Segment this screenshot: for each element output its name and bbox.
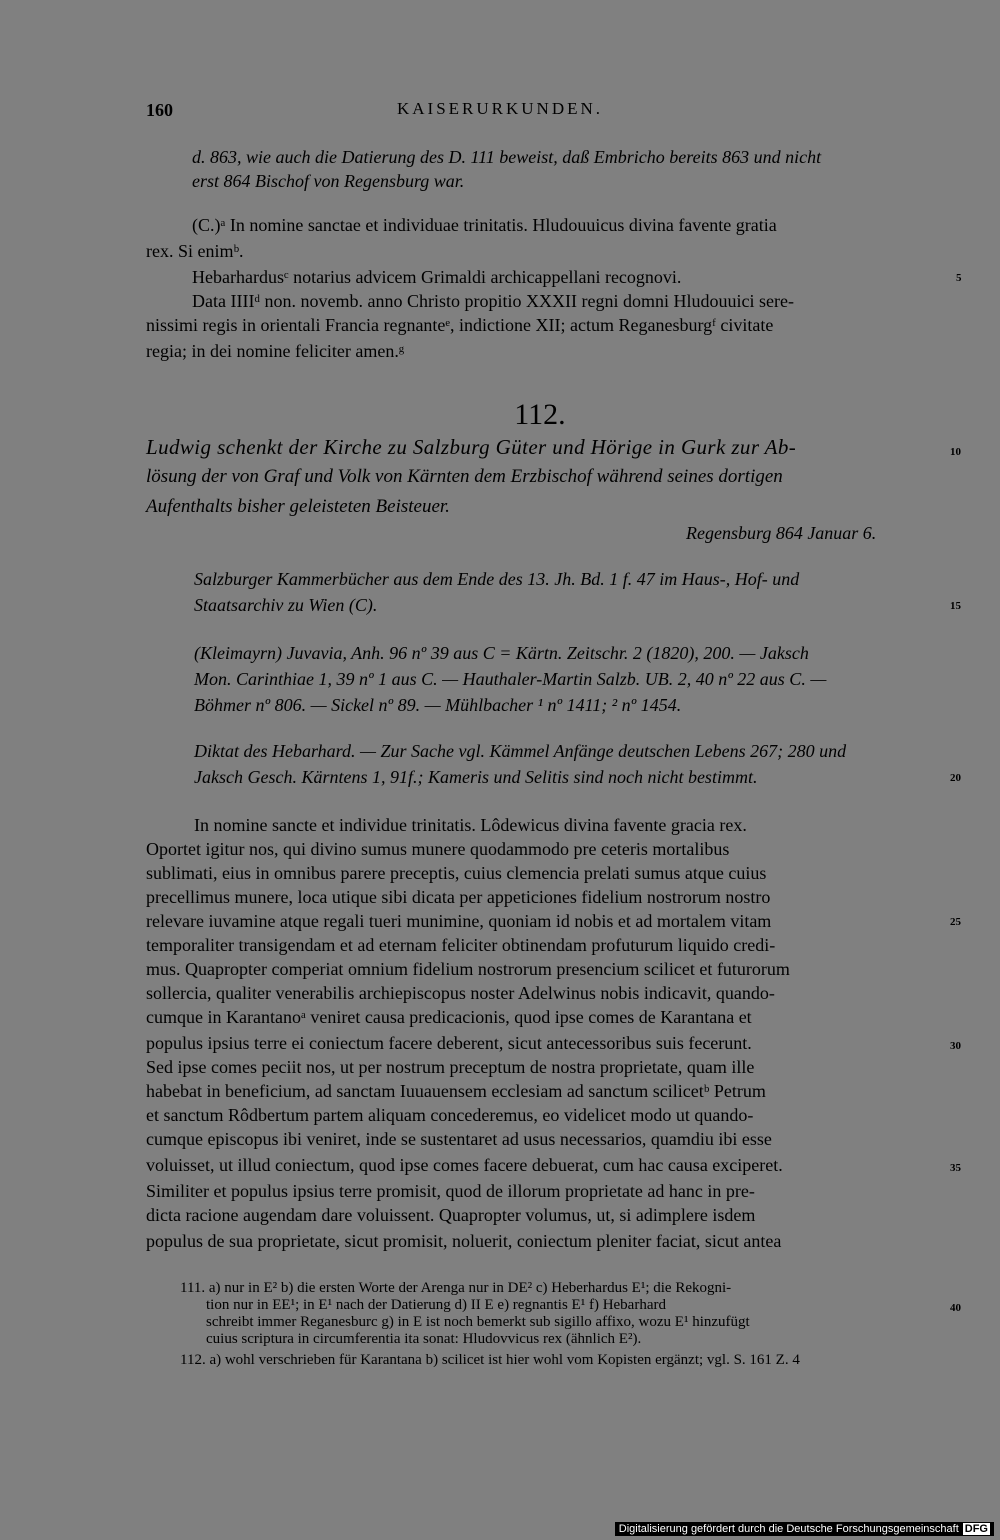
text-line: rex. Si enimᵇ. — [146, 241, 244, 261]
margin-line-number: 20 — [950, 772, 961, 784]
body-line: dicta racione augendam dare voluissent. Quapropter volumus, ut, si adimplere isdem — [146, 1205, 756, 1225]
edition-line: Mon. Carinthiae 1, 39 nº 1 aus C. — Hauthaler-Martin Salzb. UB. 2, 40 nº 22 aus C. — — [194, 669, 827, 689]
dfg-logo: DFG — [964, 1523, 988, 1535]
text-line: Data IIIIᵈ non. novemb. anno Christo propitio XXXII regni domni Hludouuici sere- — [192, 291, 794, 311]
running-title: KAISERURKUNDEN. — [396, 99, 604, 118]
credit-text: Digitalisierung gefördert durch die Deutsche Forschungsgemeinschaft — [618, 1523, 959, 1535]
document-number: 112. — [514, 398, 566, 431]
margin-line-number: 10 — [950, 446, 961, 458]
footnote-line: tion nur in EE¹; in E¹ nach der Datierung d) II E e) regnantis E¹ f) Hebarhard — [206, 1297, 666, 1313]
edition-line: (Kleimayrn) Juvavia, Anh. 96 nº 39 aus C = Kärtn. Zeitschr. 2 (1820), 200. — Jaksch — [194, 643, 809, 663]
regest-line: Aufenthalts bisher geleisteten Beisteuer. — [146, 496, 450, 517]
remark-line: Jaksch Gesch. Kärntens 1, 91f.; Kameris und Selitis sind noch nicht bestimmt. — [194, 767, 758, 787]
body-line: cumque in Karantanoᵃ veniret causa predicacionis, quod ipse comes de Karantana et — [146, 1007, 752, 1027]
body-line: temporaliter transigendam et ad eternam feliciter obtinendam profuturum liquido credi- — [146, 935, 776, 955]
dfg-credit — [615, 1522, 994, 1536]
date-place: Regensburg 864 Januar 6. — [686, 523, 877, 543]
margin-line-number: 25 — [950, 916, 961, 928]
footnote-line: cuius scriptura in circumferentia ita sonat: Hludovvicus rex (ähnlich E²). — [206, 1331, 642, 1347]
text-line: d. 863, wie auch die Datierung des D. 111 beweist, daß Embricho bereits 863 und nicht — [192, 147, 822, 167]
body-line: Oportet igitur nos, qui divino sumus munere quodammodo pre ceteris mortalibus — [146, 839, 730, 859]
footnote-line: 112. a) wohl verschrieben für Karantana b) scilicet ist hier wohl vom Kopisten ergänzt; vgl. S. 161 Z. 4 — [180, 1352, 800, 1368]
body-line: precellimus munere, loca utique sibi dicata per appeticiones fidelium nostrorum nostro — [146, 887, 771, 907]
tradition-line: Staatsarchiv zu Wien (C). — [194, 595, 378, 615]
margin-line-number: 5 — [956, 272, 962, 284]
tradition-line: Salzburger Kammerbücher aus dem Ende des 13. Jh. Bd. 1 f. 47 im Haus-, Hof- und — [194, 569, 800, 589]
body-line: et sanctum Rôdbertum partem aliquam concederemus, eo videlicet modo ut quando- — [146, 1105, 754, 1125]
body-line: sollercia, qualiter venerabilis archiepiscopus noster Adelwinus nobis indicavit, quando- — [146, 983, 775, 1003]
body-line: mus. Quapropter comperiat omnium fidelium nostrorum presencium scilicet et futurorum — [146, 959, 790, 979]
text-line: (C.)ᵃ In nomine sanctae et individuae trinitatis. Hludouuicus divina favente gratia — [192, 215, 777, 235]
footnote-line: 111. a) nur in E² b) die ersten Worte der Arenga nur in DE² c) Heberhardus E¹; die Rekogni- — [180, 1280, 732, 1296]
margin-line-number: 35 — [950, 1162, 961, 1174]
margin-line-number: 30 — [950, 1040, 961, 1052]
body-line: Similiter et populus ipsius terre promisit, quod de illorum proprietate ad hanc in pre- — [146, 1181, 755, 1201]
text-line: nissimi regis in orientali Francia regnanteᵉ, indictione XII; actum Reganesburgᶠ civitate — [146, 315, 774, 335]
body-line: sublimati, eius in omnibus parere preceptis, cuius clemencia prelati sumus atque cuius — [146, 863, 767, 883]
remark-line: Diktat des Hebarhard. — Zur Sache vgl. Kämmel Anfänge deutschen Lebens 267; 280 und — [194, 741, 847, 761]
body-line: populus de sua proprietate, sicut promisit, noluerit, coniectum pleniter faciat, sicut antea — [146, 1231, 782, 1251]
text-line: Hebarhardusᶜ notarius advicem Grimaldi archicappellani recognovi. — [192, 267, 682, 287]
text-line: erst 864 Bischof von Regensburg war. — [192, 171, 465, 191]
body-line: Sed ipse comes peciit nos, ut per nostrum preceptum de nostra proprietate, quam ille — [146, 1057, 755, 1077]
body-line: populus ipsius terre ei coniectum facere deberent, sicut antecessoribus suis fecerunt. — [146, 1033, 752, 1053]
body-line: voluisset, ut illud coniectum, quod ipse comes facere debuerat, cum hac causa exciperet. — [146, 1155, 783, 1175]
body-line: cumque episcopus ibi veniret, inde se sustentaret ad usus necessarios, quamdiu ibi esse — [146, 1129, 772, 1149]
regest-line: Ludwig schenkt der Kirche zu Salzburg Güter und Hörige in Gurk zur Ab- — [146, 435, 797, 459]
text-line: regia; in dei nomine feliciter amen.ᵍ — [146, 341, 405, 361]
body-line: habebat in beneficium, ad sanctam Iuuauensem ecclesiam ad sanctum scilicetᵇ Petrum — [146, 1081, 766, 1101]
body-line: relevare iuvamine atque regali tueri munimine, quoniam id nobis et ad mortalem vitam — [146, 911, 772, 931]
regest-line: lösung der von Graf und Volk von Kärnten dem Erzbischof während seines dortigen — [146, 466, 783, 487]
margin-line-number: 40 — [950, 1302, 961, 1314]
body-line: In nomine sancte et individue trinitatis. Lôdewicus divina favente gracia rex. — [194, 815, 747, 835]
margin-line-number: 15 — [950, 600, 961, 612]
edition-line: Böhmer nº 806. — Sickel nº 89. — Mühlbacher ¹ nº 1411; ² nº 1454. — [194, 695, 682, 715]
footnote-line: schreibt immer Reganesburc g) in E ist noch bemerkt sub sigillo affixo, wozu E¹ hinzufügt — [206, 1314, 750, 1330]
page-number: 160 — [146, 100, 173, 120]
